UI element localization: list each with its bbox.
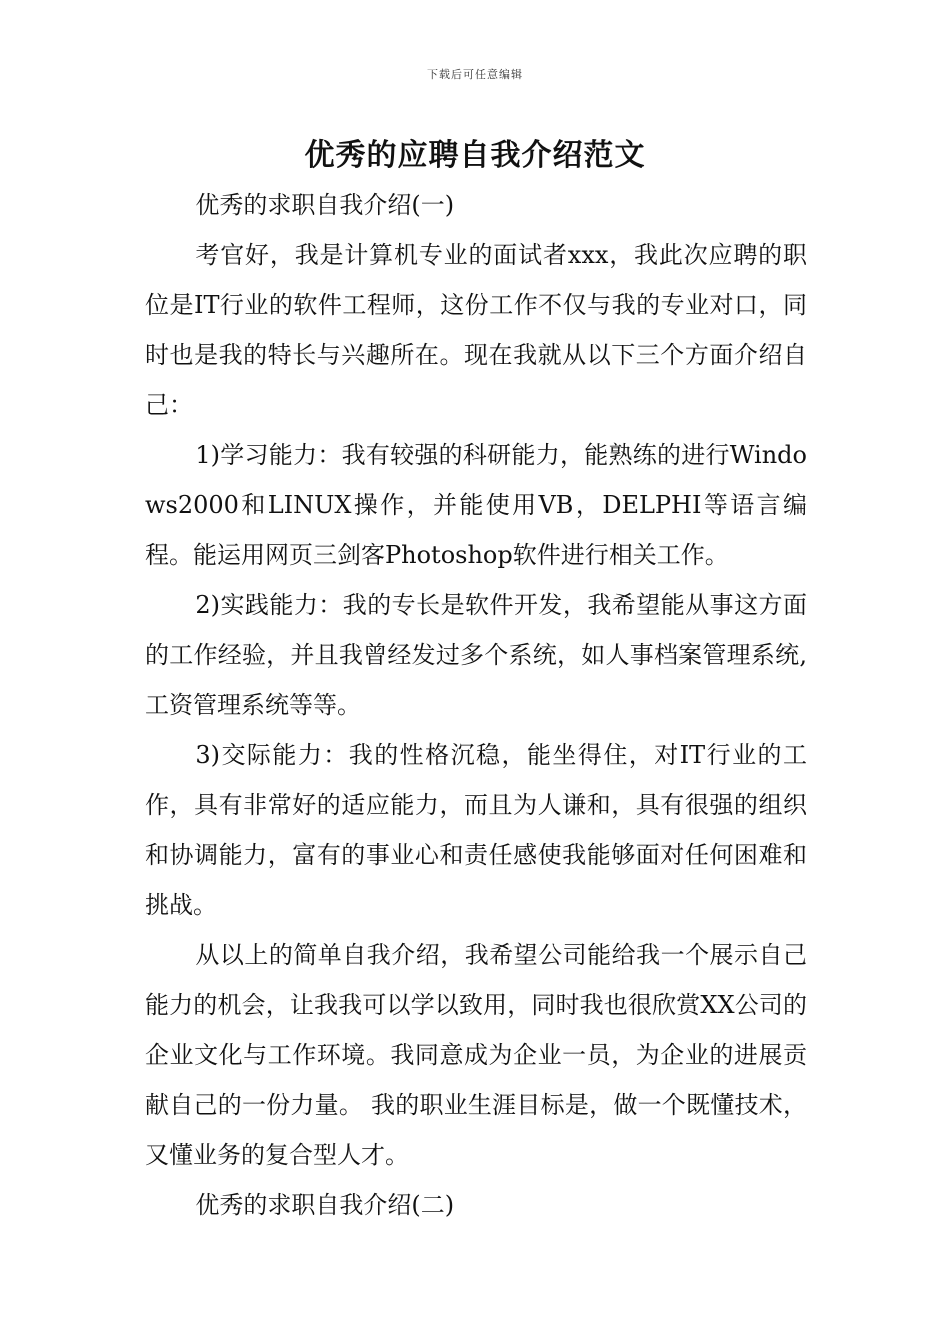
paragraph-intro: 考官好，我是计算机专业的面试者xxx，我此次应聘的职位是IT行业的软件工程师，这份工作不仅与我的专业对口，同时也是我的特长与兴趣所在。现在我就从以下三个方面介绍自己： <box>145 241 807 419</box>
paragraph-learning-ability: 1)学习能力：我有较强的科研能力，能熟练的进行Windows2000和LINUX操作，并能使用VB，DELPHI等语言编程。能运用网页三剑客Photoshop软件进行相关工作。 <box>145 441 807 569</box>
paragraph-social-ability: 3)交际能力：我的性格沉稳，能坐得住，对IT行业的工作，具有非常好的适应能力，而且为人谦和，具有很强的组织和协调能力，富有的事业心和责任感使我能够面对任何困难和挑战。 <box>145 741 807 919</box>
document-title: 优秀的应聘自我介绍范文 <box>304 138 646 173</box>
section-heading-2: 优秀的求职自我介绍(二) <box>195 1191 455 1219</box>
section-heading-1: 优秀的求职自我介绍(一) <box>195 191 455 219</box>
paragraph-practical-ability: 2)实践能力：我的专长是软件开发，我希望能从事这方面的工作经验，并且我曾经发过多个系统，如人事档案管理系统,工资管理系统等等。 <box>145 591 807 719</box>
document-body <box>145 180 807 1230</box>
paragraph-conclusion: 从以上的简单自我介绍，我希望公司能给我一个展示自己能力的机会，让我我可以学以致用，同时我也很欣赏XX公司的企业文化与工作环境。我同意成为企业一员，为企业的进展贡献自己的一份力量。 我的职业生涯目标是，做一个既懂技术，又懂业务的复合型人才。 <box>145 941 807 1169</box>
header-note: 下载后可任意编辑 <box>427 68 523 81</box>
